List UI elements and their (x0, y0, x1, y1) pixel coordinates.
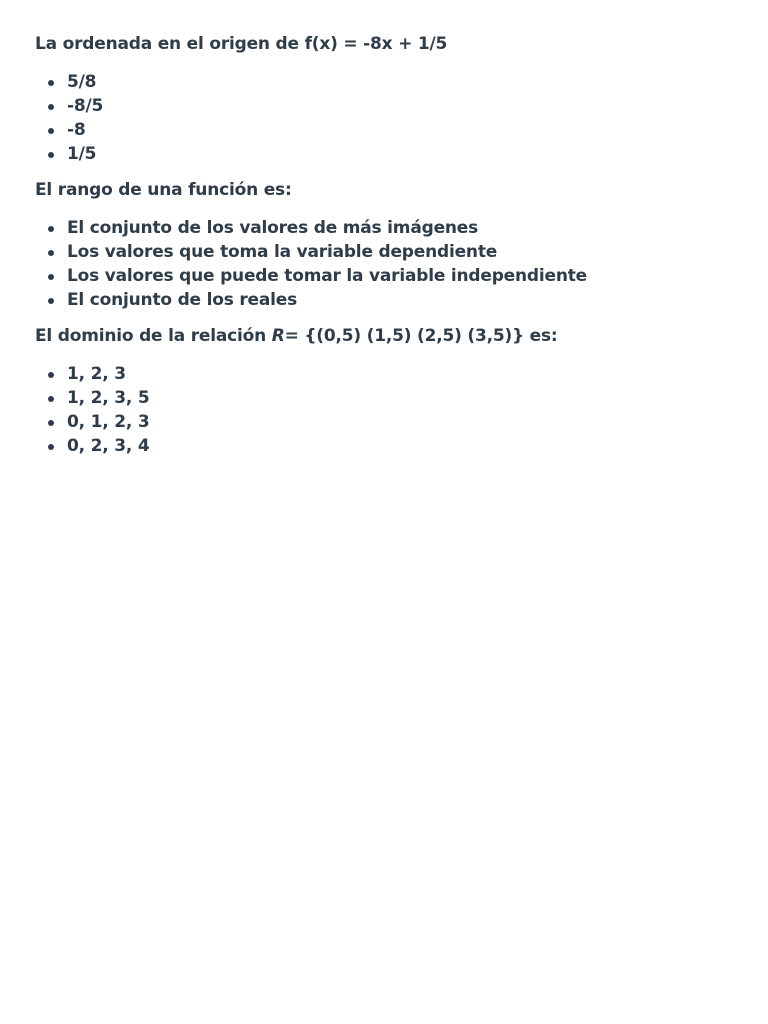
question-3-options (35, 362, 768, 458)
question-3-option-3 (35, 410, 768, 434)
bullet-icon (48, 420, 54, 426)
question-3-title-prefix: El dominio de la relación (35, 326, 272, 346)
option-label: 0, 2, 3, 4 (67, 436, 150, 456)
option-label: -8/5 (67, 96, 104, 116)
question-1 (35, 32, 768, 166)
option-label: Los valores que puede tomar la variable independiente (67, 266, 588, 286)
bullet-icon (48, 396, 54, 402)
question-3-title (35, 324, 768, 348)
option-label: Los valores que toma la variable dependiente (67, 242, 498, 262)
option-label: 1/5 (67, 144, 97, 164)
question-1-option-2 (35, 94, 768, 118)
bullet-icon (48, 444, 54, 450)
option-label: 1, 2, 3, 5 (67, 388, 150, 408)
question-2-options (35, 216, 768, 312)
question-3-option-1 (35, 362, 768, 386)
bullet-icon (48, 152, 54, 158)
bullet-icon (48, 128, 54, 134)
bullet-icon (48, 372, 54, 378)
question-2-option-4 (35, 288, 768, 312)
question-1-option-1 (35, 70, 768, 94)
option-label: -8 (67, 120, 86, 140)
question-1-option-3 (35, 118, 768, 142)
bullet-icon (48, 250, 54, 256)
question-3-option-2 (35, 386, 768, 410)
option-label: 0, 1, 2, 3 (67, 412, 150, 432)
option-label: El conjunto de los valores de más imágenes (67, 218, 479, 238)
bullet-icon (48, 298, 54, 304)
relation-symbol: R (271, 326, 285, 346)
bullet-icon (48, 226, 54, 232)
bullet-icon (48, 80, 54, 86)
question-1-options (35, 70, 768, 166)
question-2-option-2 (35, 240, 768, 264)
question-2 (35, 178, 768, 312)
question-3-option-4 (35, 434, 768, 458)
option-label: 5/8 (67, 72, 97, 92)
question-1-option-4 (35, 142, 768, 166)
bullet-icon (48, 274, 54, 280)
question-2-option-1 (35, 216, 768, 240)
question-1-title: La ordenada en el origen de f(x) = -8x + 1/5 (35, 34, 448, 54)
option-label: 1, 2, 3 (67, 364, 126, 384)
question-3 (35, 324, 768, 458)
question-2-title: El rango de una función es: (35, 180, 292, 200)
bullet-icon (48, 104, 54, 110)
question-2-option-3 (35, 264, 768, 288)
question-3-title-suffix: = {(0,5) (1,5) (2,5) (3,5)} es: (284, 326, 558, 346)
option-label: El conjunto de los reales (67, 290, 297, 310)
